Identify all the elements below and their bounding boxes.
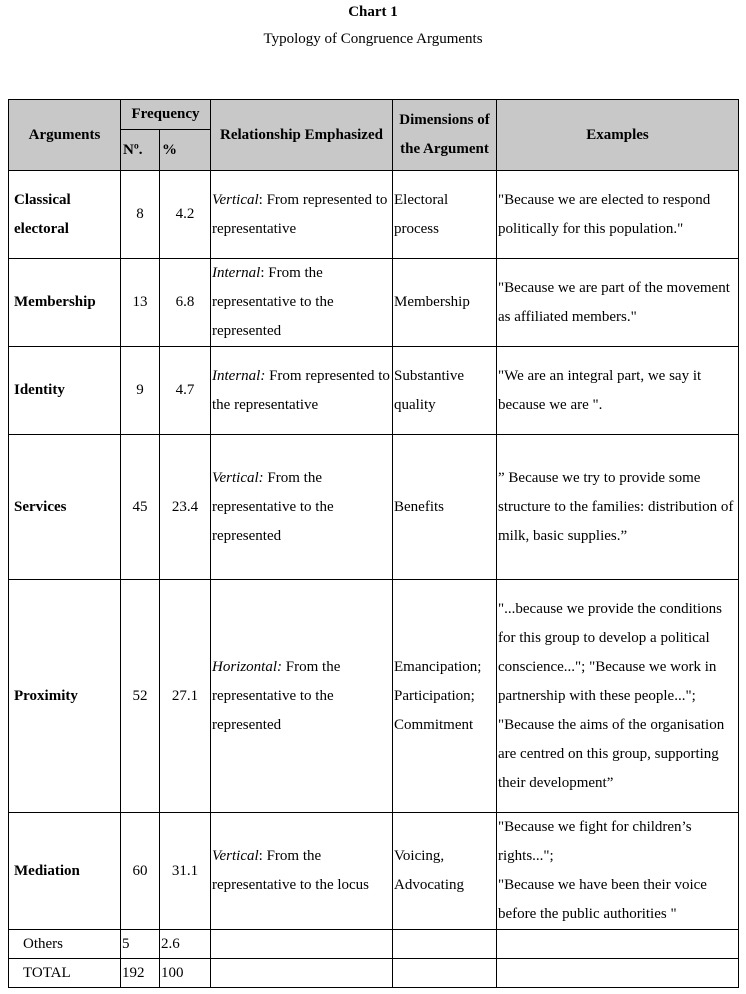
header-arguments: Arguments bbox=[9, 100, 121, 171]
frequency-number: 9 bbox=[121, 347, 160, 435]
dimension-cell: Benefits bbox=[393, 435, 497, 580]
example-cell bbox=[497, 813, 739, 930]
table-row bbox=[9, 259, 739, 347]
frequency-number: 45 bbox=[121, 435, 160, 580]
total-number: 192 bbox=[121, 959, 160, 988]
relationship-text: From the representative to the represented bbox=[212, 658, 341, 733]
example-cell: "Because we are part of the movement as affiliated members." bbox=[497, 259, 739, 347]
frequency-percent: 6.8 bbox=[160, 259, 211, 347]
example-line: "Because we have been their voice before the public authorities " bbox=[498, 877, 707, 922]
relationship-cell bbox=[211, 347, 393, 435]
empty-cell bbox=[497, 930, 739, 959]
others-label: Others bbox=[9, 930, 121, 959]
empty-cell bbox=[211, 930, 393, 959]
empty-cell bbox=[211, 959, 393, 988]
frequency-percent: 31.1 bbox=[160, 813, 211, 930]
frequency-number: 8 bbox=[121, 171, 160, 259]
argument-name: Services bbox=[9, 435, 121, 580]
relationship-type: Internal bbox=[212, 265, 261, 281]
relationship-type: Vertical: bbox=[212, 469, 264, 486]
frequency-number: 13 bbox=[121, 259, 160, 347]
example-cell: "...because we provide the conditions for this group to develop a political conscience..."; "Because we work in partnership with these people..."; "Because the aims of the organisation are centred on this group, supporting their development” bbox=[497, 580, 739, 813]
dimension-cell: Emancipation; Participation; Commitment bbox=[393, 580, 497, 813]
dimension-cell: Voicing, Advocating bbox=[393, 813, 497, 930]
header-number: Nº. bbox=[121, 130, 160, 171]
table-row bbox=[9, 580, 739, 813]
example-cell: "Because we are elected to respond politically for this population." bbox=[497, 171, 739, 259]
relationship-text: From represented to representative bbox=[212, 191, 388, 237]
relationship-cell bbox=[211, 435, 393, 580]
dimension-cell: Substantive quality bbox=[393, 347, 497, 435]
frequency-percent: 23.4 bbox=[160, 435, 211, 580]
others-percent: 2.6 bbox=[160, 930, 211, 959]
relationship-separator: : bbox=[260, 265, 265, 281]
relationship-text: From represented to the representative bbox=[212, 367, 390, 413]
empty-cell bbox=[497, 959, 739, 988]
dimension-cell: Membership bbox=[393, 259, 497, 347]
total-row bbox=[9, 959, 739, 988]
header-relationship: Relationship Emphasized bbox=[211, 100, 393, 171]
relationship-type: Internal: bbox=[212, 367, 266, 384]
relationship-cell bbox=[211, 580, 393, 813]
chart-subtitle: Typology of Congruence Arguments bbox=[263, 31, 483, 47]
frequency-percent: 4.2 bbox=[160, 171, 211, 259]
relationship-text: From the representative to the locus bbox=[212, 848, 370, 893]
relationship-cell bbox=[211, 813, 393, 930]
relationship-type: Vertical bbox=[212, 848, 259, 864]
empty-cell bbox=[393, 930, 497, 959]
argument-name: Classical electoral bbox=[9, 171, 121, 259]
empty-cell bbox=[393, 959, 497, 988]
total-percent: 100 bbox=[160, 959, 211, 988]
relationship-separator: : bbox=[258, 191, 263, 208]
chart-title: Chart 1 bbox=[348, 4, 398, 20]
example-cell: "We are an integral part, we say it because we are ". bbox=[497, 347, 739, 435]
frequency-number: 52 bbox=[121, 580, 160, 813]
relationship-type: Horizontal: bbox=[212, 658, 283, 675]
header-percent: % bbox=[160, 130, 211, 171]
relationship-type: Vertical bbox=[212, 191, 259, 208]
table-row bbox=[9, 435, 739, 580]
argument-name: Identity bbox=[9, 347, 121, 435]
frequency-percent: 27.1 bbox=[160, 580, 211, 813]
typology-table bbox=[8, 99, 739, 988]
table-row bbox=[9, 813, 739, 930]
table-row bbox=[9, 347, 739, 435]
table-row bbox=[9, 171, 739, 259]
relationship-cell bbox=[211, 171, 393, 259]
argument-name: Proximity bbox=[9, 580, 121, 813]
others-row bbox=[9, 930, 739, 959]
header-frequency: Frequency bbox=[121, 100, 211, 130]
relationship-text: From the representative to the represented bbox=[212, 469, 334, 544]
frequency-number: 60 bbox=[121, 813, 160, 930]
dimension-cell: Electoral process bbox=[393, 171, 497, 259]
relationship-text: From the representative to the represented bbox=[212, 265, 334, 339]
frequency-percent: 4.7 bbox=[160, 347, 211, 435]
header-examples: Examples bbox=[497, 100, 739, 171]
argument-name: Mediation bbox=[9, 813, 121, 930]
total-label: TOTAL bbox=[9, 959, 121, 988]
header-dimensions: Dimensions of the Argument bbox=[393, 100, 497, 171]
example-line: "Because we fight for children’s rights..."; bbox=[498, 819, 692, 864]
others-number: 5 bbox=[121, 930, 160, 959]
relationship-cell bbox=[211, 259, 393, 347]
example-cell: ” Because we try to provide some structure to the families: distribution of milk, basic supplies.” bbox=[497, 435, 739, 580]
relationship-separator: : bbox=[258, 848, 263, 864]
argument-name: Membership bbox=[9, 259, 121, 347]
